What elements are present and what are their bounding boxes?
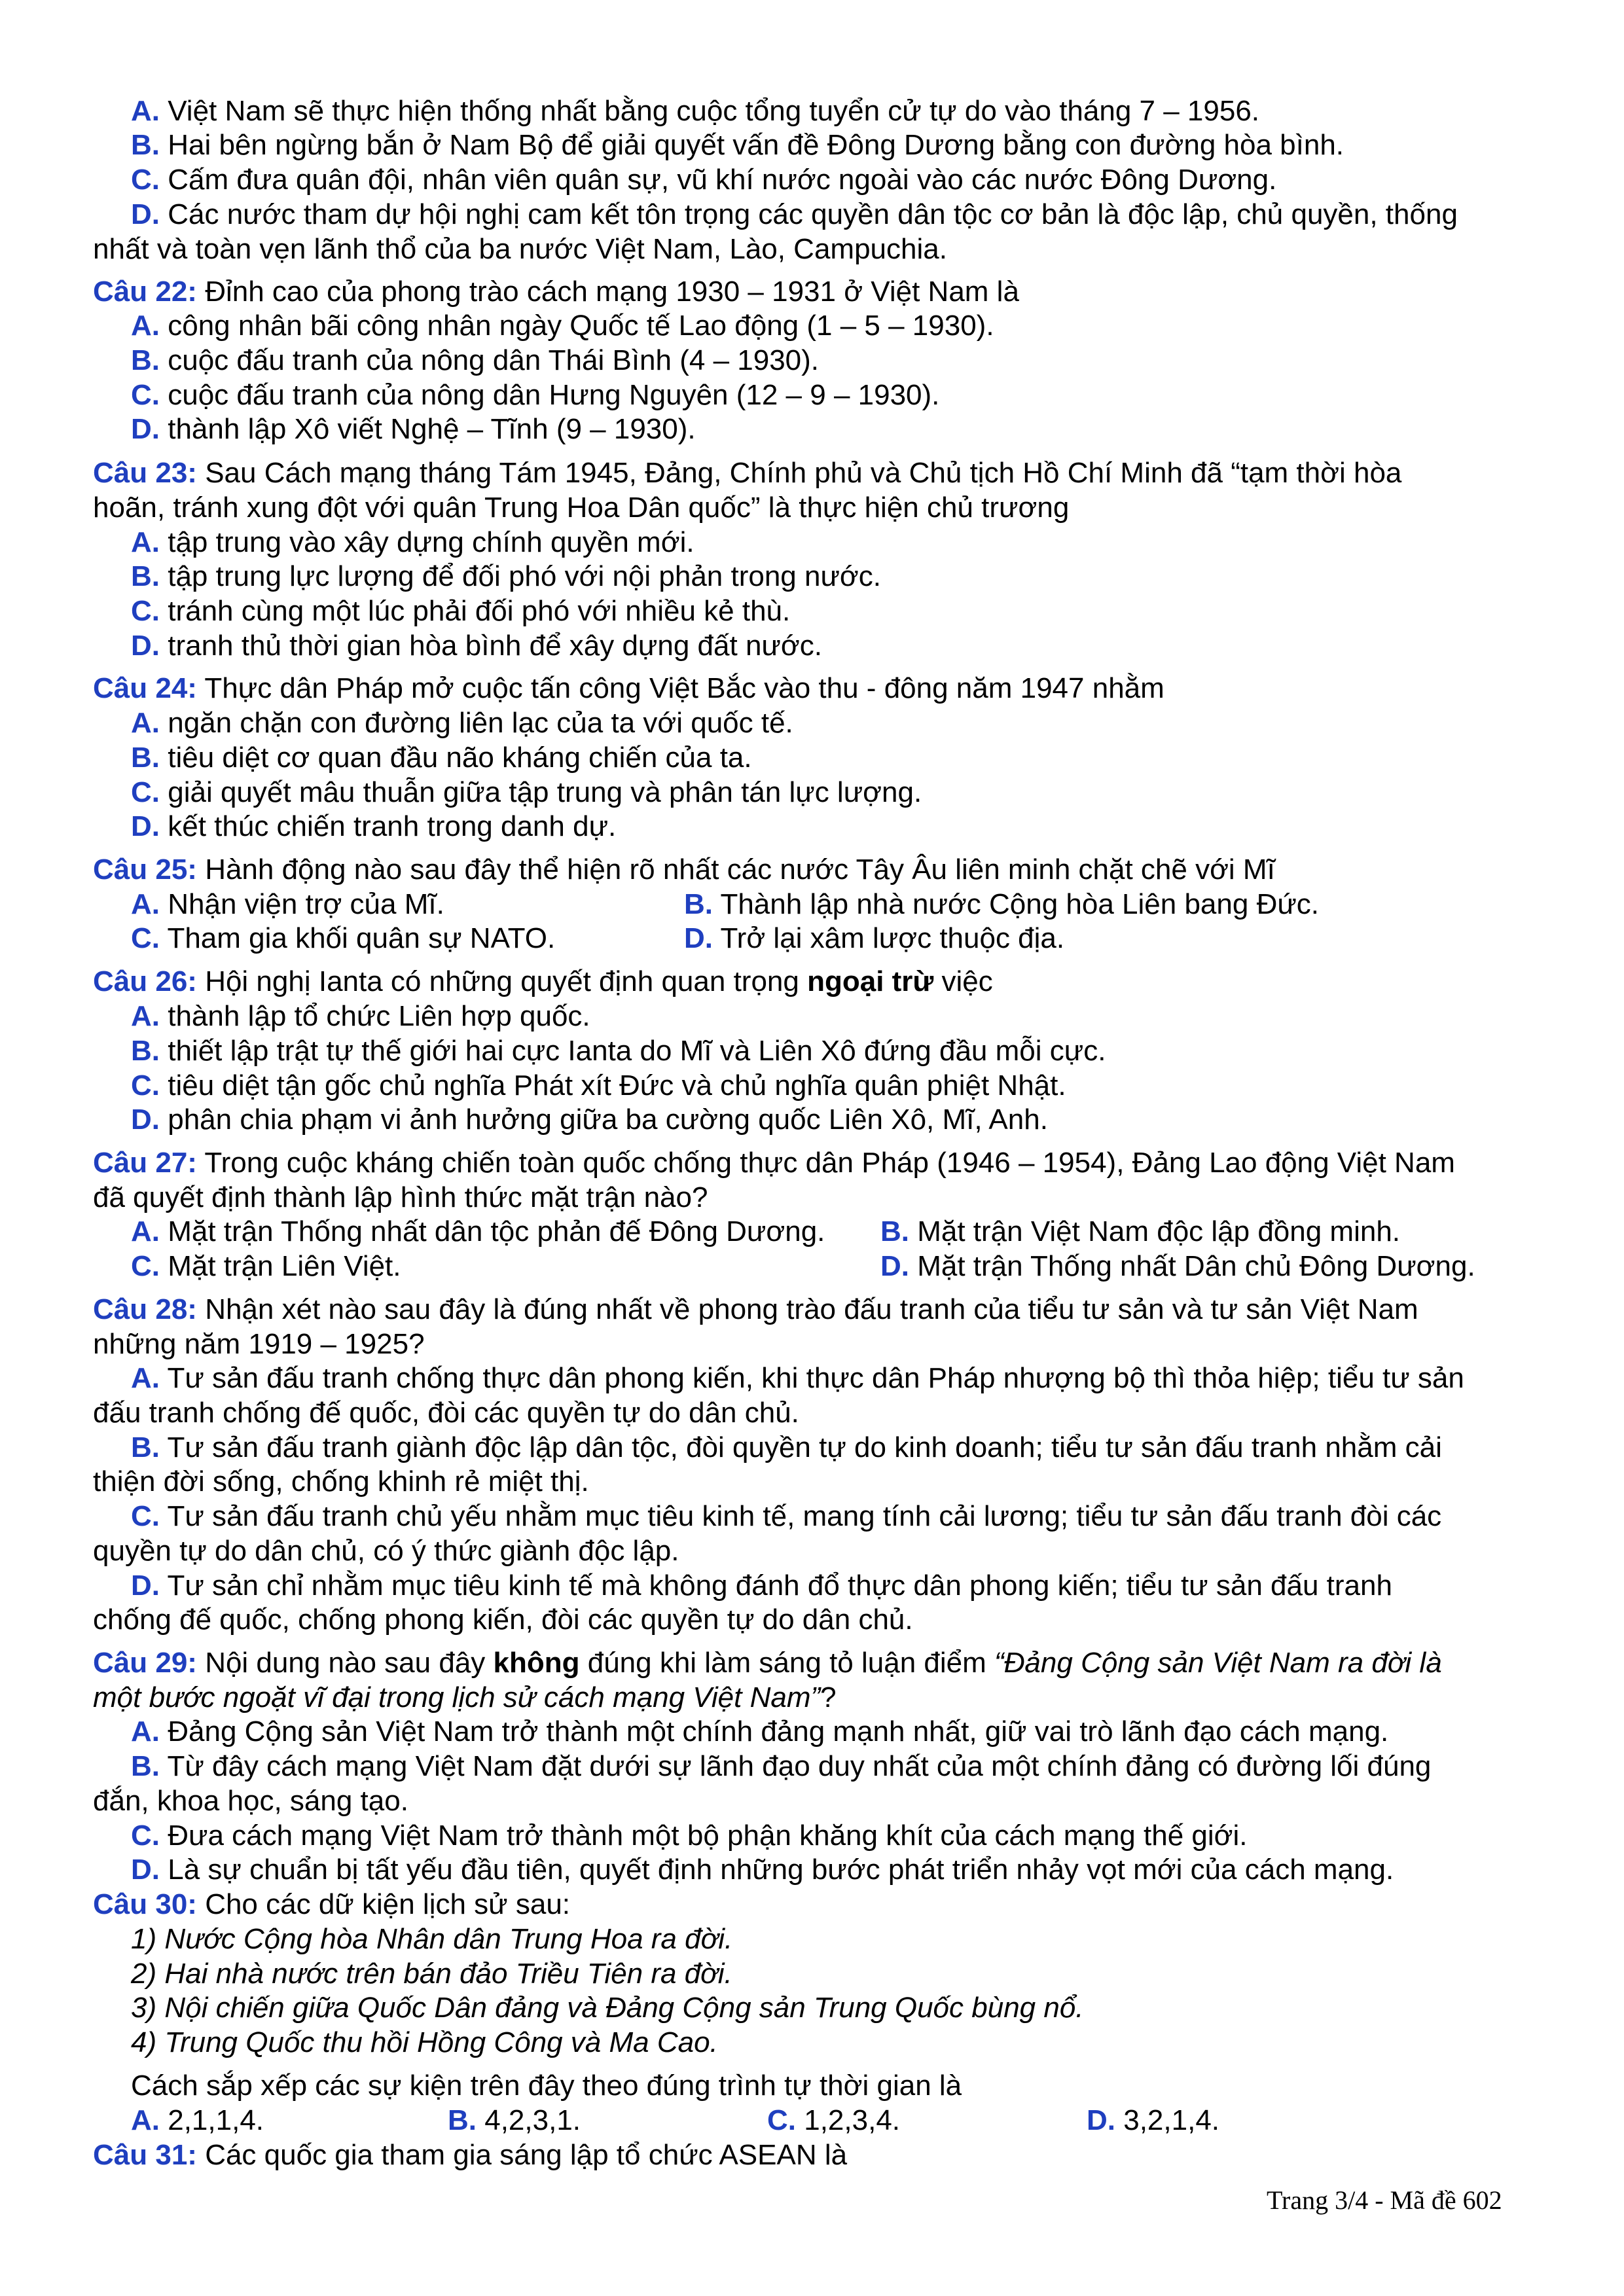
q27-option-d: D. Mặt trận Thống nhất Dân chủ Đông Dương.	[880, 1250, 1475, 1282]
q23-stem-cont: hoãn, tránh xung đột với quân Trung Hoa Dân quốc” là thực hiện chủ trương	[93, 492, 1070, 524]
question-label: Câu 30:	[93, 1888, 197, 1920]
q26-option-d: D. phân chia phạm vi ảnh hưởng giữa ba cường quốc Liên Xô, Mĩ, Anh.	[131, 1103, 1048, 1136]
q23-stem: Câu 23: Sau Cách mạng tháng Tám 1945, Đảng, Chính phủ và Chủ tịch Hồ Chí Minh đã “tạm thời hòa	[93, 457, 1402, 489]
q23-option-c: C. tránh cùng một lúc phải đối phó với nhiều kẻ thù.	[131, 595, 791, 627]
q22-option-a: A. công nhân bãi công nhân ngày Quốc tế Lao động (1 – 5 – 1930).	[131, 310, 994, 342]
q30-event-3: 3) Nội chiến giữa Quốc Dân đảng và Đảng Cộng sản Trung Quốc bùng nổ.	[131, 1992, 1084, 2024]
q28-option-c-cont: quyền tự do dân chủ, có ý thức giành độc lập.	[93, 1535, 679, 1567]
q28-option-d: D. Tư sản chỉ nhằm mục tiêu kinh tế mà không đánh đổ thực dân phong kiến; tiểu tư sản đấu tranh	[131, 1570, 1392, 1602]
option-label: C.	[131, 164, 160, 196]
option-label: B.	[131, 129, 160, 161]
q25-option-d: D. Trở lại xâm lược thuộc địa.	[684, 922, 1065, 954]
q24-option-b: B. tiêu diệt cơ quan đầu não kháng chiến của ta.	[131, 742, 752, 774]
q28-option-a-cont: đấu tranh chống đế quốc, đòi các quyền tự do dân chủ.	[93, 1397, 799, 1429]
q22-option-b: B. cuộc đấu tranh của nông dân Thái Bình (4 – 1930).	[131, 344, 820, 376]
q24-option-c: C. giải quyết mâu thuẫn giữa tập trung và phân tán lực lượng.	[131, 776, 922, 808]
question-label: Câu 27:	[93, 1147, 197, 1179]
q23-option-b: B. tập trung lực lượng để đối phó với nội phản trong nước.	[131, 560, 882, 592]
q23-option-d: D. tranh thủ thời gian hòa bình để xây dựng đất nước.	[131, 630, 822, 662]
q30-option-b: B. 4,2,3,1.	[448, 2104, 581, 2136]
q25-option-c: C. Tham gia khối quân sự NATO.	[131, 922, 556, 954]
q30-ask: Cách sắp xếp các sự kiện trên đây theo đúng trình tự thời gian là	[131, 2070, 962, 2102]
q29-option-b-cont: đắn, khoa học, sáng tạo.	[93, 1785, 408, 1817]
q28-option-c: C. Tư sản đấu tranh chủ yếu nhằm mục tiêu kinh tế, mang tính cải lương; tiểu tư sản đấu tranh đòi các	[131, 1500, 1442, 1532]
q27-option-a: A. Mặt trận Thống nhất dân tộc phản đế Đông Dương.	[131, 1215, 825, 1247]
q29-stem: Câu 29: Nội dung nào sau đây không đúng khi làm sáng tỏ luận điểm “Đảng Cộng sản Việt Nam ra đời là	[93, 1647, 1442, 1679]
q26-option-b: B. thiết lập trật tự thế giới hai cực Ianta do Mĩ và Liên Xô đứng đầu mỗi cực.	[131, 1035, 1106, 1067]
q21-option-b: B. Hai bên ngừng bắn ở Nam Bộ để giải quyết vấn đề Đông Dương bằng con đường hòa bình.	[131, 129, 1344, 161]
q24-option-a: A. ngăn chặn con đường liên lạc của ta với quốc tế.	[131, 707, 793, 739]
question-label: Câu 29:	[93, 1647, 197, 1679]
q27-option-c: C. Mặt trận Liên Việt.	[131, 1250, 401, 1282]
q26-option-a: A. thành lập tổ chức Liên hợp quốc.	[131, 1000, 590, 1032]
question-label: Câu 24:	[93, 672, 197, 704]
q28-option-a: A. Tư sản đấu tranh chống thực dân phong kiến, khi thực dân Pháp nhượng bộ thì thỏa hiệp; tiểu tư sản	[131, 1362, 1464, 1394]
q25-option-b: B. Thành lập nhà nước Cộng hòa Liên bang Đức.	[684, 888, 1320, 920]
question-label: Câu 28:	[93, 1293, 197, 1325]
q29-option-d: D. Là sự chuẩn bị tất yếu đầu tiên, quyết định những bước phát triển nhảy vọt mới của cách mạng.	[131, 1854, 1394, 1886]
q25-stem: Câu 25: Hành động nào sau đây thể hiện rõ nhất các nước Tây Âu liên minh chặt chẽ với Mĩ	[93, 853, 1275, 886]
q27-option-b: B. Mặt trận Việt Nam độc lập đồng minh.	[880, 1215, 1401, 1247]
q29-stem-cont: một bước ngoặt vĩ đại trong lịch sử cách mạng Việt Nam”?	[93, 1681, 837, 1713]
option-label: D.	[131, 198, 160, 230]
q21-option-d: D. Các nước tham dự hội nghị cam kết tôn trọng các quyền dân tộc cơ bản là độc lập, chủ quyền, thống	[131, 198, 1458, 230]
q30-option-a: A. 2,1,1,4.	[131, 2104, 264, 2136]
q21-option-c: C. Cấm đưa quân đội, nhân viên quân sự, vũ khí nước ngoài vào các nước Đông Dương.	[131, 164, 1277, 196]
page-footer: Trang 3/4 - Mã đề 602	[1267, 2185, 1502, 2215]
q24-stem: Câu 24: Thực dân Pháp mở cuộc tấn công Việt Bắc vào thu - đông năm 1947 nhằm	[93, 672, 1164, 704]
quoted-statement: “Đảng Cộng sản Việt Nam ra đời là	[994, 1647, 1442, 1679]
q30-option-d: D. 3,2,1,4.	[1087, 2104, 1220, 2136]
emphasis-text: không	[493, 1647, 580, 1679]
q28-option-d-cont: chống đế quốc, chống phong kiến, đòi các quyền tự do dân chủ.	[93, 1604, 913, 1636]
question-label: Câu 31:	[93, 2139, 197, 2171]
q25-option-a: A. Nhận viện trợ của Mĩ.	[131, 888, 444, 920]
q23-option-a: A. tập trung vào xây dựng chính quyền mới.	[131, 526, 695, 558]
q21-option-a: A. Việt Nam sẽ thực hiện thống nhất bằng cuộc tổng tuyển cử tự do vào tháng 7 – 1956.	[131, 95, 1260, 127]
q28-option-b-cont: thiện đời sống, chống khinh rẻ miệt thị.	[93, 1465, 589, 1498]
q30-event-4: 4) Trung Quốc thu hồi Hồng Công và Ma Cao.	[131, 2026, 718, 2058]
q21-option-d-cont: nhất và toàn vẹn lãnh thổ của ba nước Việt Nam, Lào, Campuchia.	[93, 233, 947, 265]
q27-stem: Câu 27: Trong cuộc kháng chiến toàn quốc chống thực dân Pháp (1946 – 1954), Đảng Lao động Việt Nam	[93, 1147, 1455, 1179]
q29-option-c: C. Đưa cách mạng Việt Nam trở thành một bộ phận khăng khít của cách mạng thế giới.	[131, 1820, 1248, 1852]
option-label: A.	[131, 95, 160, 127]
q30-event-2: 2) Hai nhà nước trên bán đảo Triều Tiên ra đời.	[131, 1958, 732, 1990]
q30-stem: Câu 30: Cho các dữ kiện lịch sử sau:	[93, 1888, 571, 1920]
emphasis-text: ngoại trừ	[807, 965, 934, 997]
q22-stem: Câu 22: Đỉnh cao của phong trào cách mạng 1930 – 1931 ở Việt Nam là	[93, 276, 1019, 308]
q30-event-1: 1) Nước Cộng hòa Nhân dân Trung Hoa ra đời.	[131, 1923, 733, 1955]
question-label: Câu 22:	[93, 276, 197, 308]
q22-option-c: C. cuộc đấu tranh của nông dân Hưng Nguyên (12 – 9 – 1930).	[131, 379, 940, 411]
q26-stem: Câu 26: Hội nghị Ianta có những quyết định quan trọng ngoại trừ việc	[93, 965, 993, 997]
q28-stem: Câu 28: Nhận xét nào sau đây là đúng nhất về phong trào đấu tranh của tiểu tư sản và tư sản Việt Nam	[93, 1293, 1418, 1325]
q29-option-b: B. Từ đây cách mạng Việt Nam đặt dưới sự lãnh đạo duy nhất của một chính đảng có đường lối đúng	[131, 1750, 1432, 1782]
q28-stem-cont: những năm 1919 – 1925?	[93, 1328, 425, 1360]
q28-option-b: B. Tư sản đấu tranh giành độc lập dân tộc, đòi quyền tự do kinh doanh; tiểu tư sản đấu tranh nhằm cải	[131, 1431, 1442, 1463]
q26-option-c: C. tiêu diệt tận gốc chủ nghĩa Phát xít Đức và chủ nghĩa quân phiệt Nhật.	[131, 1069, 1066, 1102]
q31-stem: Câu 31: Các quốc gia tham gia sáng lập tổ chức ASEAN là	[93, 2139, 848, 2171]
question-label: Câu 26:	[93, 965, 197, 997]
q30-option-c: C. 1,2,3,4.	[767, 2104, 901, 2136]
q24-option-d: D. kết thúc chiến tranh trong danh dự.	[131, 810, 617, 842]
question-label: Câu 23:	[93, 457, 197, 489]
q27-stem-cont: đã quyết định thành lập hình thức mặt trận nào?	[93, 1181, 708, 1213]
question-label: Câu 25:	[93, 853, 197, 886]
q29-option-a: A. Đảng Cộng sản Việt Nam trở thành một chính đảng mạnh nhất, giữ vai trò lãnh đạo cách mạng.	[131, 1715, 1389, 1748]
q22-option-d: D. thành lập Xô viết Nghệ – Tĩnh (9 – 1930).	[131, 413, 696, 445]
